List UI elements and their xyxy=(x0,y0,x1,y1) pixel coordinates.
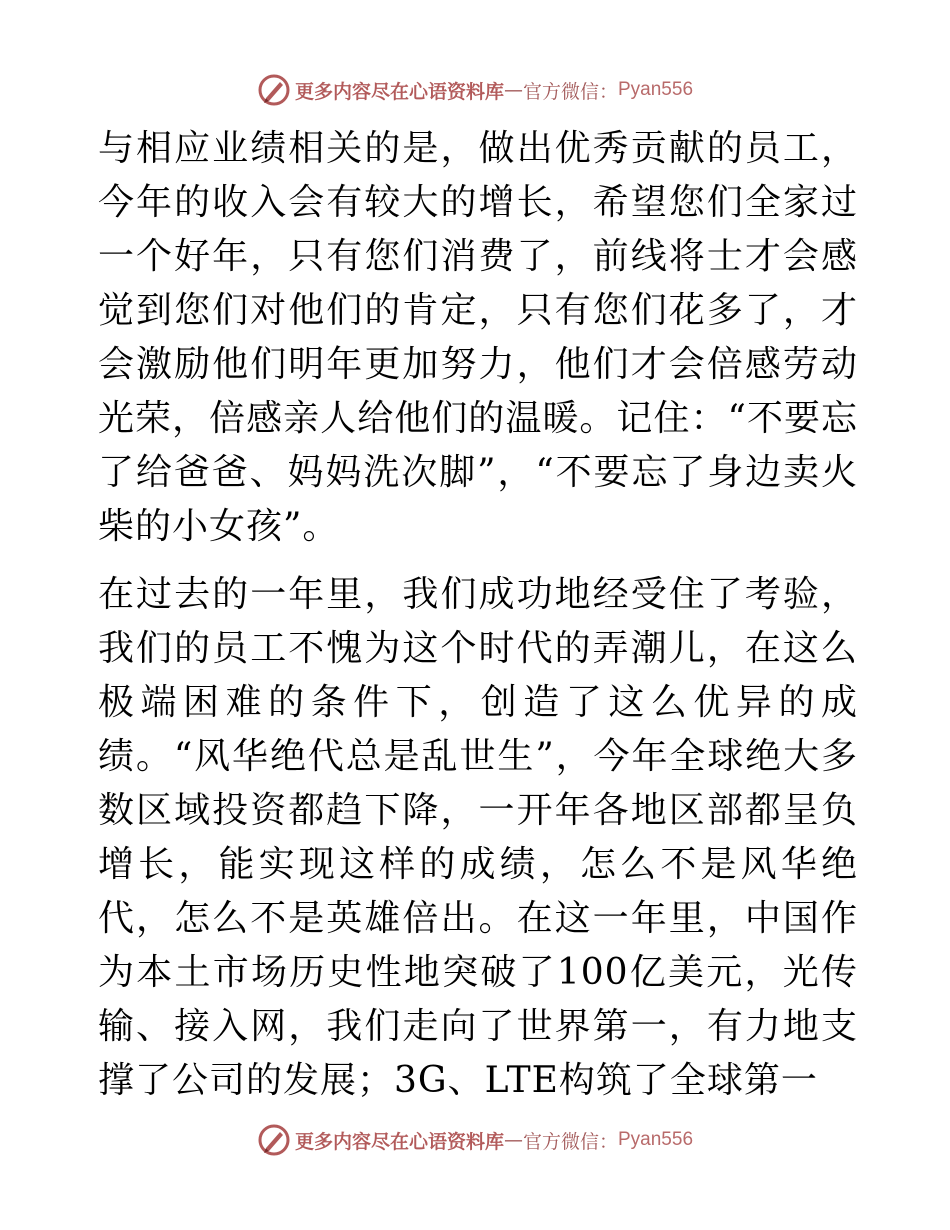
paragraph-2: 在过去的一年里，我们成功地经受住了考验，我们的员工不愧为这个时代的弄潮儿，在这么极端困难的条件下，创造了这么优异的成绩。“风华绝代总是乱世生”，今年全球绝大多数区域投资都趋下降，一开年各地区部都呈负增长，能实现这样的成绩，怎么不是风华绝代，怎么不是英雄倍出。在这一年里，中国作为本土市场历史性地突破了100亿美元，光传输、接入网，我们走向了世界第一，有力地支撑了公司的发展；3G、LTE构筑了全球第一 xyxy=(98,574,858,1101)
banner-account: Pyan556 xyxy=(618,1129,694,1150)
banner-separator: — xyxy=(503,1129,523,1151)
banner-account: Pyan556 xyxy=(618,79,694,100)
footer-banner xyxy=(0,1120,950,1160)
header-banner xyxy=(0,70,950,110)
pen-logo-icon xyxy=(257,1123,291,1157)
banner-main-text: 更多内容尽在心语资料库 xyxy=(294,1130,504,1153)
banner-wechat-label: 官方微信： xyxy=(522,1130,618,1153)
paragraph-1: 与相应业绩相关的是，做出优秀贡献的员工，今年的收入会有较大的增长，希望您们全家过一个好年，只有您们消费了，前线将士才会感觉到您们对他们的肯定，只有您们花多了，才会激励他们明年更加努力，他们才会倍感劳动光荣，倍感亲人给他们的温暖。记住：“不要忘了给爸爸、妈妈洗次脚”，“不要忘了身边卖火柴的小女孩”。 xyxy=(98,128,858,547)
document-body xyxy=(98,122,858,1108)
banner-separator: — xyxy=(503,79,523,101)
banner-main-text: 更多内容尽在心语资料库 xyxy=(294,80,504,103)
pen-logo-icon xyxy=(257,73,291,107)
banner-wechat-label: 官方微信： xyxy=(522,80,618,103)
